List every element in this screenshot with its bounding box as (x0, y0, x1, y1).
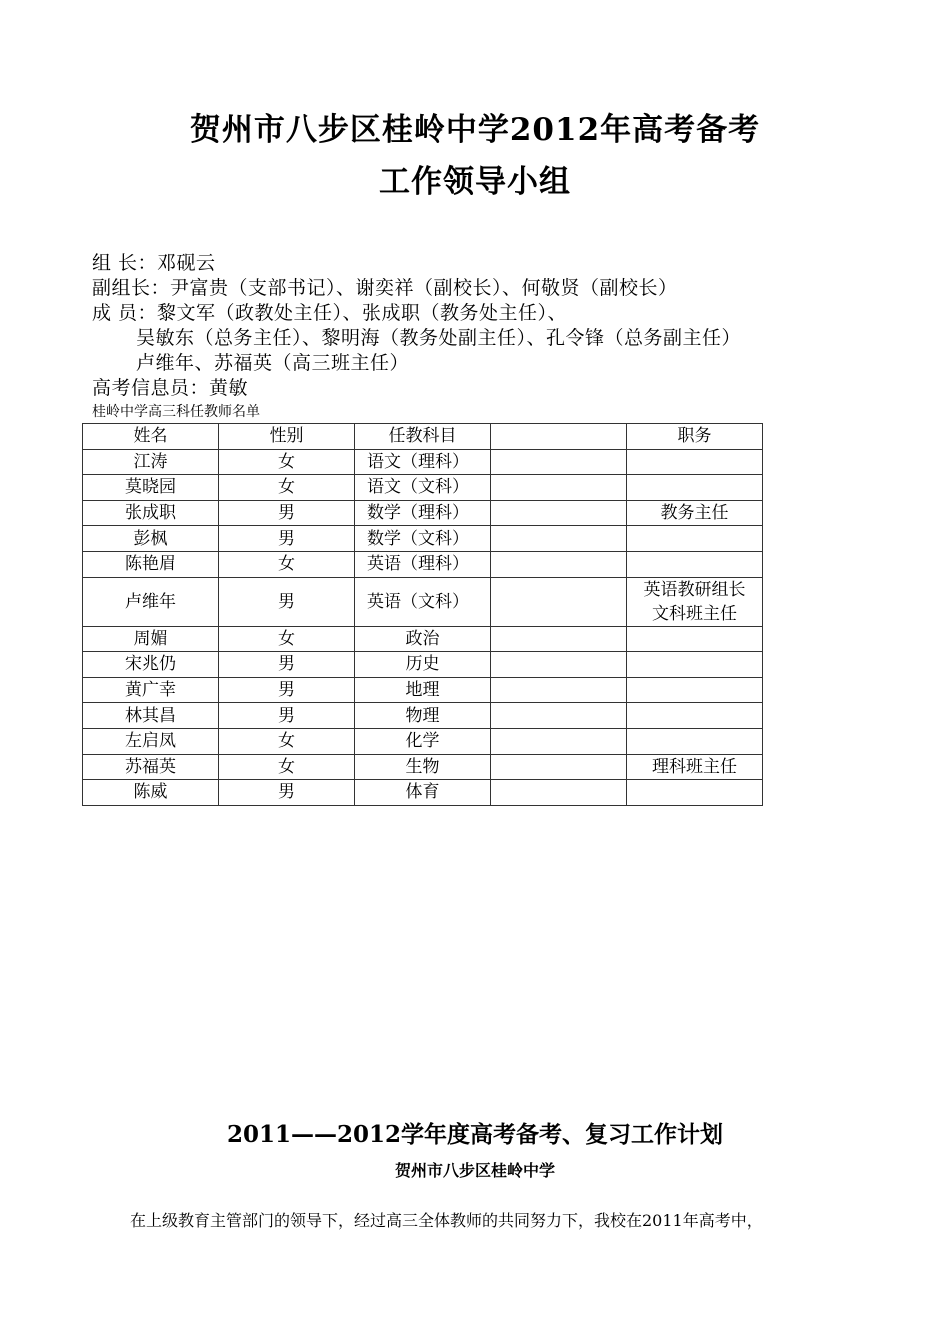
cell-blank (491, 449, 627, 475)
cell-gender: 男 (219, 652, 355, 678)
plan-title: 2011——2012学年度高考备考、复习工作计划 (226, 1121, 724, 1148)
cell-name: 江涛 (83, 449, 219, 475)
cell-blank (491, 500, 627, 526)
cell-position (627, 652, 763, 678)
cell-blank (491, 780, 627, 806)
plan-school: 贺州市八步区桂岭中学 (394, 1161, 555, 1180)
cell-position (627, 526, 763, 552)
members-line-2: 吴敏东（总务主任）、黎明海（教务处副主任）、孔令锋（总务副主任） (136, 327, 742, 349)
cell-position (627, 475, 763, 501)
cell-subject: 地理 (355, 677, 491, 703)
table-row (83, 652, 763, 678)
cell-gender: 男 (219, 703, 355, 729)
cell-name: 陈威 (83, 780, 219, 806)
table-row (83, 703, 763, 729)
cell-gender: 男 (219, 780, 355, 806)
vice-leaders: 副组长：尹富贵（支部书记）、谢奕祥（副校长）、何敬贤（副校长） (92, 277, 678, 299)
group-leader: 组 长：邓砚云 (92, 252, 216, 274)
cell-blank (491, 652, 627, 678)
cell-gender: 男 (219, 677, 355, 703)
cell-blank (491, 526, 627, 552)
cell-position (627, 728, 763, 754)
cell-gender: 女 (219, 551, 355, 577)
cell-name: 宋兆仍 (83, 652, 219, 678)
cell-blank (491, 475, 627, 501)
cell-gender: 女 (219, 449, 355, 475)
cell-gender: 男 (219, 526, 355, 552)
table-row (83, 551, 763, 577)
table-row (83, 677, 763, 703)
cell-position (627, 626, 763, 652)
table-row (83, 526, 763, 552)
header-position: 职务 (627, 424, 763, 450)
cell-gender: 男 (219, 500, 355, 526)
table-row (83, 626, 763, 652)
cell-subject: 化学 (355, 728, 491, 754)
table-row (83, 754, 763, 780)
table-header-row (83, 424, 763, 450)
table-row (83, 500, 763, 526)
cell-subject: 数学（文科） (355, 526, 491, 552)
cell-blank (491, 754, 627, 780)
cell-subject: 历史 (355, 652, 491, 678)
table-row (83, 577, 763, 626)
cell-position (627, 577, 763, 626)
header-subject: 任教科目 (355, 424, 491, 450)
cell-subject: 语文（文科） (355, 475, 491, 501)
header-gender: 性别 (219, 424, 355, 450)
cell-blank (491, 551, 627, 577)
teacher-table (82, 423, 763, 806)
cell-subject: 英语（文科） (355, 577, 491, 626)
position-line-1: 英语教研组长 (643, 579, 746, 600)
members-line-1: 成 员：黎文军（政教处主任）、张成职（教务处主任）、 (92, 302, 568, 324)
cell-subject: 英语（理科） (355, 551, 491, 577)
header-blank (491, 424, 627, 450)
cell-name: 陈艳眉 (83, 551, 219, 577)
cell-name: 苏福英 (83, 754, 219, 780)
cell-subject: 物理 (355, 703, 491, 729)
document-title-line2: 工作领导小组 (379, 164, 571, 200)
cell-gender: 女 (219, 475, 355, 501)
cell-position (627, 677, 763, 703)
position-line-2: 文科班主任 (652, 603, 737, 624)
cell-name: 彭枫 (83, 526, 219, 552)
cell-gender: 女 (219, 626, 355, 652)
members-line-3: 卢维年、苏福英（高三班主任） (136, 352, 410, 374)
cell-blank (491, 677, 627, 703)
cell-blank (491, 626, 627, 652)
document-title-line1: 贺州市八步区桂岭中学2012年高考备考 (189, 112, 761, 148)
header-name: 姓名 (83, 424, 219, 450)
cell-subject: 数学（理科） (355, 500, 491, 526)
cell-name: 黄广幸 (83, 677, 219, 703)
cell-name: 周媚 (83, 626, 219, 652)
cell-position (627, 551, 763, 577)
cell-position (627, 780, 763, 806)
table-row (83, 475, 763, 501)
cell-gender: 女 (219, 754, 355, 780)
table-row (83, 780, 763, 806)
cell-name: 左启凤 (83, 728, 219, 754)
cell-name: 莫晓园 (83, 475, 219, 501)
cell-gender: 女 (219, 728, 355, 754)
cell-subject: 政治 (355, 626, 491, 652)
cell-name: 张成职 (83, 500, 219, 526)
cell-subject: 体育 (355, 780, 491, 806)
table-caption: 桂岭中学高三科任教师名单 (92, 404, 260, 420)
cell-position (627, 703, 763, 729)
cell-gender: 男 (219, 577, 355, 626)
cell-blank (491, 703, 627, 729)
cell-subject: 生物 (355, 754, 491, 780)
cell-blank (491, 577, 627, 626)
cell-name: 林其昌 (83, 703, 219, 729)
table-row (83, 728, 763, 754)
cell-position: 理科班主任 (627, 754, 763, 780)
info-officer: 高考信息员：黄敏 (92, 377, 249, 399)
cell-position (627, 449, 763, 475)
cell-blank (491, 728, 627, 754)
table-row (83, 449, 763, 475)
cell-position: 教务主任 (627, 500, 763, 526)
cell-name: 卢维年 (83, 577, 219, 626)
plan-intro-paragraph: 在上级教育主管部门的领导下，经过高三全体教师的共同努力下，我校在2011年高考中， (130, 1211, 763, 1230)
cell-subject: 语文（理科） (355, 449, 491, 475)
